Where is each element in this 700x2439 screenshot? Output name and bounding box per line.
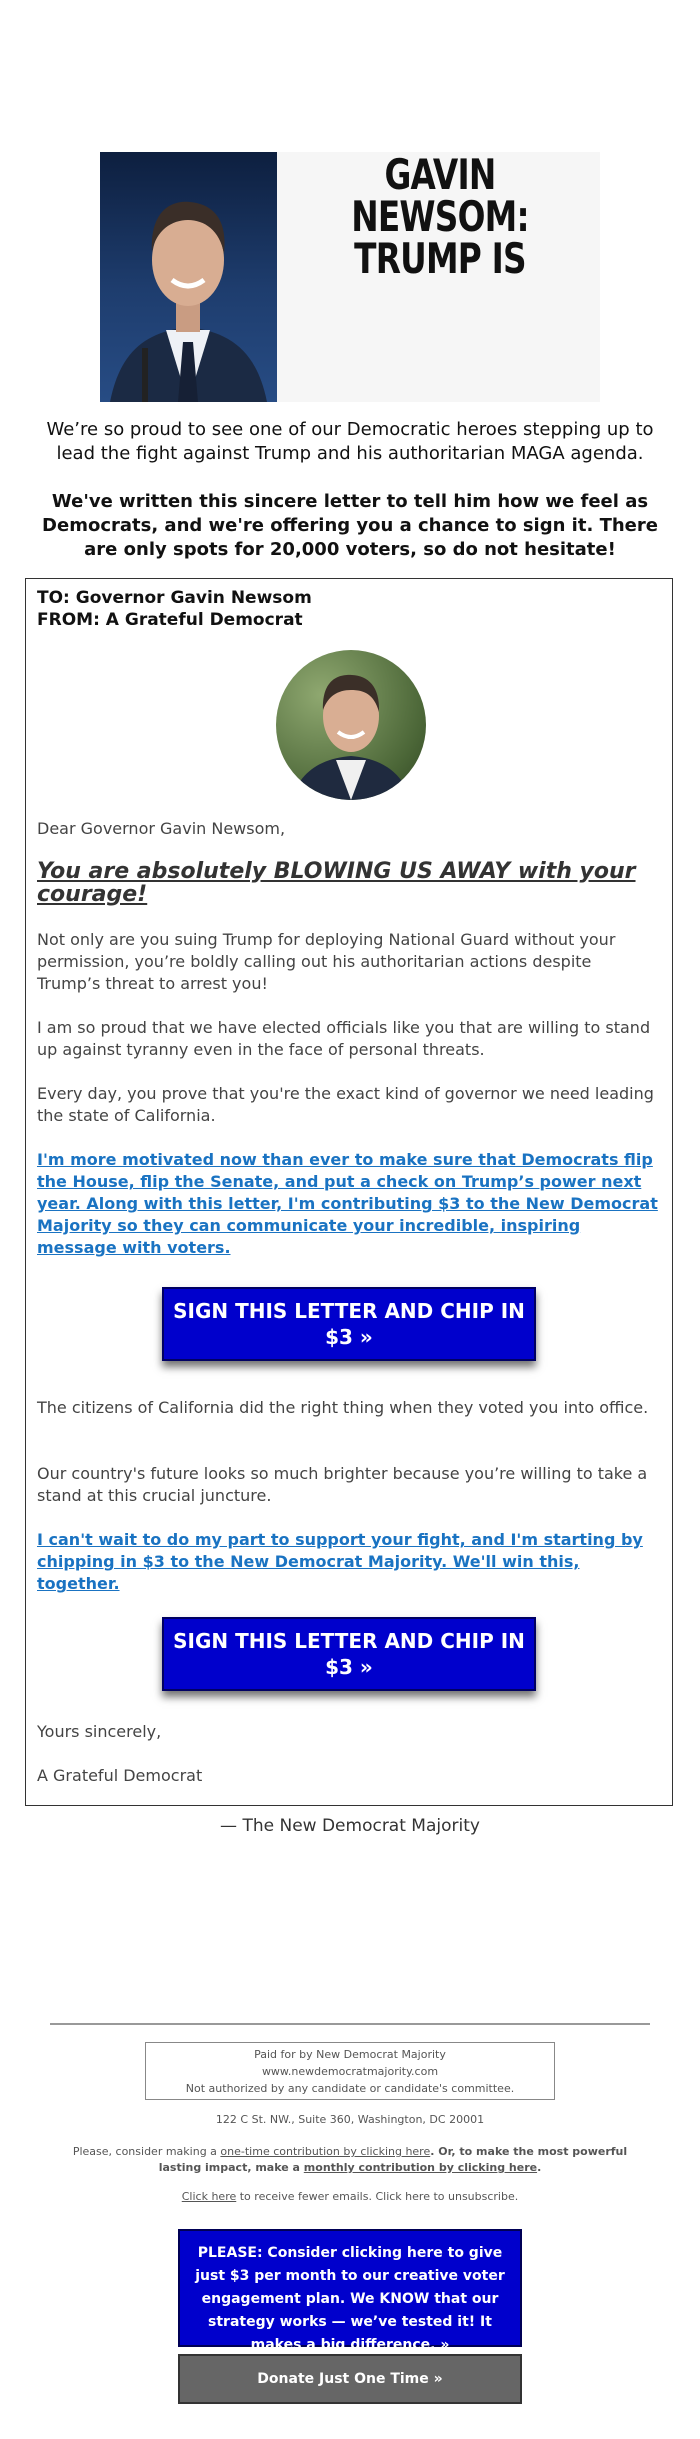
letter-greeting: Dear Governor Gavin Newsom, — [37, 819, 286, 838]
intro-bold-paragraph: We've written this sincere letter to tell him how we feel as Democrats, and we're offering you a chance to sign it. There are only spots for 20,000 voters, so do not hesitate! — [42, 491, 658, 560]
hero-headline — [290, 152, 590, 283]
mailing-address: 122 C St. NW., Suite 360, Washington, DC 20001 — [215, 2113, 485, 2126]
unsubscribe-text[interactable]: to receive fewer emails. Click here to unsubscribe. — [236, 2190, 519, 2203]
contrib-mid: . Or, to make the most powerful lasting impact, make a — [158, 2145, 628, 2174]
one-time-contribution-link[interactable]: one-time contribution by clicking here — [220, 2145, 431, 2158]
letter-header — [37, 587, 658, 631]
letter-paragraph: Our country's future looks so much brighter because you’re willing to take a stand at this crucial juncture. — [37, 1464, 648, 1505]
letter-to: TO: Governor Gavin Newsom — [37, 588, 312, 608]
contrib-end: . — [537, 2161, 542, 2174]
letter-closing: Yours sincerely, — [37, 1722, 162, 1741]
monthly-contribution-link[interactable]: monthly contribution by clicking here — [303, 2161, 538, 2174]
paid-for-text: Paid for by New Democrat Majority — [254, 2048, 446, 2061]
sign-letter-button[interactable]: SIGN THIS LETTER AND CHIP IN $3 » — [162, 1617, 536, 1691]
monthly-donate-button[interactable]: PLEASE: Consider clicking here to give just $3 per month to our creative voter engagement plan. We KNOW that our strategy works — we’ve tested it! It makes a big difference. » — [178, 2229, 522, 2347]
footer-divider — [50, 2023, 650, 2025]
letter-signature: A Grateful Democrat — [37, 1766, 203, 1785]
contribute-link[interactable]: I can't wait to do my part to support your fight, and I'm starting by chipping in $3 to the New Democrat Majority. We'll win this, together. — [37, 1530, 643, 1593]
one-time-donate-button[interactable]: Donate Just One Time » — [178, 2354, 522, 2404]
unsubscribe-line — [0, 2190, 700, 2203]
contrib-prefix: Please, consider making a — [72, 2145, 221, 2158]
hero-banner — [100, 152, 600, 402]
letter-headline: You are absolutely BLOWING US AWAY with your courage! — [37, 859, 636, 907]
disclaimer-box — [145, 2042, 555, 2100]
sign-letter-button[interactable]: SIGN THIS LETTER AND CHIP IN $3 » — [162, 1287, 536, 1361]
letter-paragraph: The citizens of California did the right thing when they voted you into office. — [37, 1398, 649, 1417]
letter-paragraph: I am so proud that we have elected officials like you that are willing to stand up against tyranny even in the face of personal threats. — [37, 1018, 651, 1059]
website-text: www.newdemocratmajority.com — [261, 2065, 439, 2078]
not-authorized-text: Not authorized by any candidate or candidate's committee. — [185, 2082, 515, 2095]
letter-from: FROM: A Grateful Democrat — [37, 610, 303, 630]
intro-paragraph: We’re so proud to see one of our Democratic heroes stepping up to lead the fight against Trump and his authoritarian MAGA agenda. — [46, 419, 654, 464]
newsom-avatar — [276, 650, 426, 800]
newsom-photo — [100, 152, 277, 402]
hero-headline-line2: TRUMP IS — [354, 234, 526, 283]
letter-paragraph: Not only are you suing Trump for deploying National Guard without your permission, you’re boldly calling out his authoritarian actions despite Trump’s threat to arrest you! — [37, 930, 616, 993]
fewer-emails-link[interactable]: Click here — [181, 2190, 237, 2203]
letter-paragraph: Every day, you prove that you're the exact kind of governor we need leading the state of California. — [37, 1084, 654, 1125]
signoff: — The New Democrat Majority — [220, 1816, 480, 1836]
contribution-prompt — [60, 2144, 640, 2176]
contribute-link[interactable]: I'm more motivated now than ever to make sure that Democrats flip the House, flip the Senate, and put a check on Trump’s power next year. Along with this letter, I'm contributing $3 to the New Democrat Majority so they can communicate your incredible, inspiring message with voters. — [37, 1150, 658, 1257]
letter-box — [25, 578, 673, 1806]
hero-headline-line1: GAVIN NEWSOM: — [351, 152, 529, 241]
